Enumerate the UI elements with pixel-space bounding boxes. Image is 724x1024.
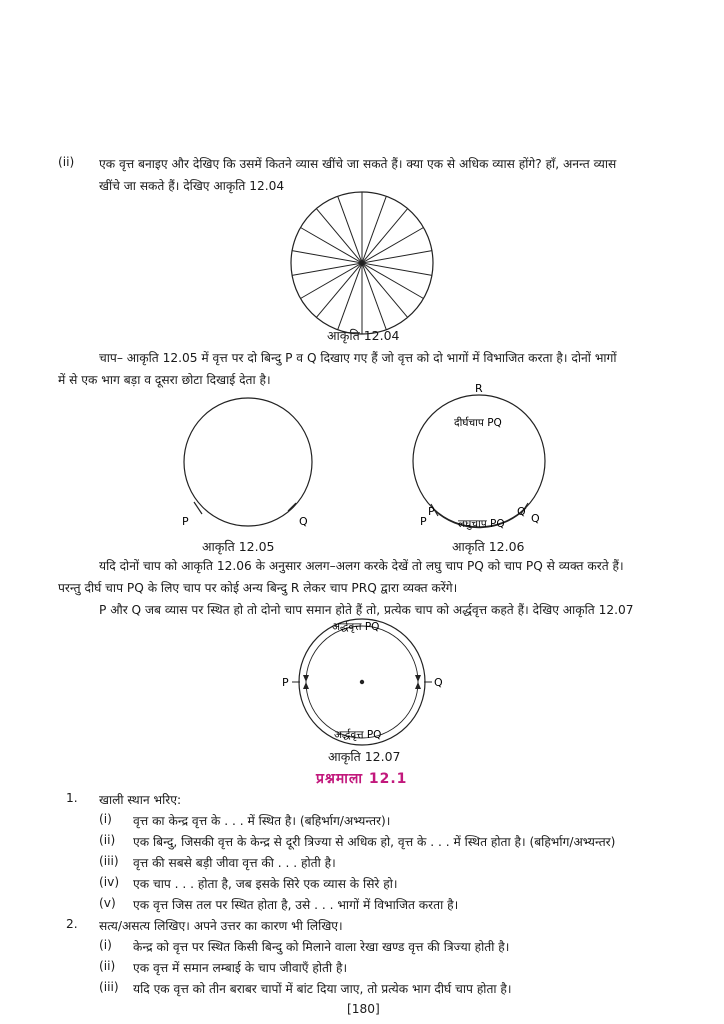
item-marker: (iii): [99, 854, 119, 868]
item-text: एक वृत्त जिस तल पर स्थित होता है, उसे . . . भागों में विभाजित करता है।: [133, 898, 459, 912]
para-line: एक वृत्त बनाइए और देखिए कि उसमें कितने व्यास खींचे जा सकते हैं। क्या एक से अधिक व्यास होंगे? हाँ, अनन्त व्यास: [99, 157, 617, 171]
question-text: खाली स्थान भरिए:: [99, 793, 182, 807]
item-text: यदि एक वृत्त को तीन बराबर चापों में बांट दिया जाए, तो प्रत्येक भाग दीर्घ चाप होता है।: [133, 982, 512, 996]
question-number: 2.: [66, 917, 78, 931]
figure-12-06: [410, 380, 560, 540]
point-q-label: Q: [299, 515, 308, 528]
figure-12-04: [288, 190, 438, 340]
figure-12-05: [170, 390, 330, 540]
item-text: एक वृत्त में समान लम्बाई के चाप जीवाएँ होती है।: [133, 961, 348, 975]
figure-caption: आकृति 12.04: [327, 328, 400, 343]
point-q-label: Q: [434, 676, 443, 689]
point-p-label: P: [182, 515, 189, 528]
exercise-title: प्रश्नमाला 12.1: [316, 771, 408, 787]
para-line: P और Q जब व्यास पर स्थित हो तो दोनो चाप समान होते हैं तो, प्रत्येक चाप को अर्द्धवृत्त कहते हैं। देखिए आकृति 12.07: [99, 603, 634, 617]
item-text: वृत्त की सबसे बड़ी जीवा वृत्त की . . . होती है।: [133, 856, 336, 870]
question-number: 1.: [66, 791, 78, 805]
semicircle-upper-label: अर्द्धवृत्त PQ: [332, 621, 380, 633]
point-r-label: R: [475, 382, 483, 395]
para-line: चाप– आकृति 12.05 में वृत्त पर दो बिन्दु P व Q दिखाए गए हैं जो वृत्त को दो भागों में विभाजित करता है। दोनों भागों: [99, 351, 617, 365]
point-q-label: Q: [531, 512, 540, 525]
point-p-label: P: [420, 515, 427, 528]
item-text: वृत्त का केन्द्र वृत्त के . . . में स्थित है। (बहिर्भाग/अभ्यन्तर)।: [133, 814, 391, 828]
item-marker: (i): [99, 938, 112, 952]
item-marker: (iv): [99, 875, 120, 889]
page-number: [180]: [347, 1002, 380, 1016]
point-p-label: P: [282, 676, 289, 689]
item-text: केन्द्र को वृत्त पर स्थित किसी बिन्दु को मिलाने वाला रेखा खण्ड वृत्त की त्रिज्या होती है।: [133, 940, 510, 954]
item-marker: (i): [99, 812, 112, 826]
item-marker: (v): [99, 896, 116, 910]
question-text: सत्य/असत्य लिखिए। अपने उत्तर का कारण भी लिखिए।: [99, 919, 343, 933]
item-marker: (ii): [99, 959, 116, 973]
para-line: परन्तु दीर्घ चाप PQ के लिए चाप पर कोई अन्य बिन्दु R लेकर चाप PRQ द्वारा व्यक्त करेंगे।: [58, 581, 458, 595]
figure-caption: आकृति 12.05: [202, 539, 275, 554]
para-line: में से एक भाग बड़ा व दूसरा छोटा दिखाई देता है।: [58, 373, 271, 387]
major-arc-label: दीर्घचाप PQ: [454, 417, 502, 429]
figure-12-07: [282, 612, 452, 752]
para-line: खींचे जा सकते हैं। देखिए आकृति 12.04: [99, 179, 285, 193]
para-line: यदि दोनों चाप को आकृति 12.06 के अनुसार अलग–अलग करके देखें तो लघु चाप PQ को चाप PQ से व्यक्त करते हैं।: [99, 559, 624, 573]
item-marker: (ii): [99, 833, 116, 847]
item-marker: (iii): [99, 980, 119, 994]
item-marker-ii: (ii): [58, 155, 75, 169]
item-text: एक चाप . . . होता है, जब इसके सिरे एक व्यास के सिरे हो।: [133, 877, 398, 891]
figure-caption: आकृति 12.06: [452, 539, 525, 554]
minor-arc-label: लघुचाप PQ: [458, 518, 505, 530]
point-q-label: Q: [517, 505, 526, 518]
figure-caption: आकृति 12.07: [328, 749, 401, 764]
point-p-label: P: [428, 505, 435, 518]
item-text: एक बिन्दु, जिसकी वृत्त के केन्द्र से दूरी त्रिज्या से अधिक हो, वृत्त के . . . में स्थित होता है। (बहिर्भाग/अभ्यन्तर): [133, 835, 616, 849]
semicircle-lower-label: अर्द्धवृत्त PQ: [334, 729, 382, 741]
